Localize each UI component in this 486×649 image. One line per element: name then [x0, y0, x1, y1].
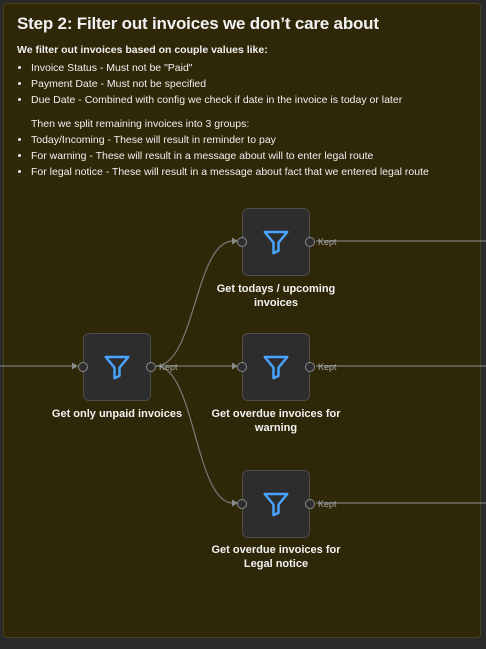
split-intro: Then we split remaining invoices into 3 groups:	[31, 118, 250, 130]
list-item: • Due Date - Combined with config we check if date in the invoice is today or later	[31, 92, 402, 108]
output-label: Kept	[318, 362, 337, 372]
output-label: Kept	[159, 362, 178, 372]
list-item: • Today/Incoming - These will result in reminder to pay	[31, 132, 429, 148]
filter-node-legal[interactable]	[242, 470, 310, 538]
node-name-unpaid[interactable]: Get only unpaid invoices	[51, 408, 183, 420]
list-item: • For legal notice - These will result in a message about fact that we entered legal route	[31, 164, 429, 180]
filter-node-unpaid[interactable]	[83, 333, 151, 401]
criteria-list	[17, 60, 402, 108]
list-item: • Invoice Status - Must not be "Paid"	[31, 60, 402, 76]
node-name-warning[interactable]: Get overdue invoices for warning	[211, 408, 341, 434]
output-label: Kept	[318, 237, 337, 247]
filter-icon	[102, 352, 132, 382]
list-item: • Payment Date - Must not be specified	[31, 76, 402, 92]
output-label: Kept	[318, 499, 337, 509]
filter-icon	[261, 227, 291, 257]
input-port[interactable]	[237, 362, 247, 372]
list-item: • For warning - These will result in a message about will to enter legal route	[31, 148, 429, 164]
output-port[interactable]	[305, 237, 315, 247]
input-port[interactable]	[237, 499, 247, 509]
node-name-legal[interactable]: Get overdue invoices for Legal notice	[211, 544, 341, 570]
filter-icon	[261, 352, 291, 382]
filter-icon	[261, 489, 291, 519]
filter-node-warning[interactable]	[242, 333, 310, 401]
groups-list	[17, 132, 429, 180]
input-port[interactable]	[78, 362, 88, 372]
note-title: Step 2: Filter out invoices we don’t care about	[17, 14, 379, 33]
filter-node-upcoming[interactable]	[242, 208, 310, 276]
output-port[interactable]	[305, 499, 315, 509]
output-port[interactable]	[305, 362, 315, 372]
output-port[interactable]	[146, 362, 156, 372]
note-intro: We filter out invoices based on couple values like:	[17, 44, 268, 56]
node-name-upcoming[interactable]: Get todays / upcoming invoices	[216, 283, 336, 309]
input-port[interactable]	[237, 237, 247, 247]
